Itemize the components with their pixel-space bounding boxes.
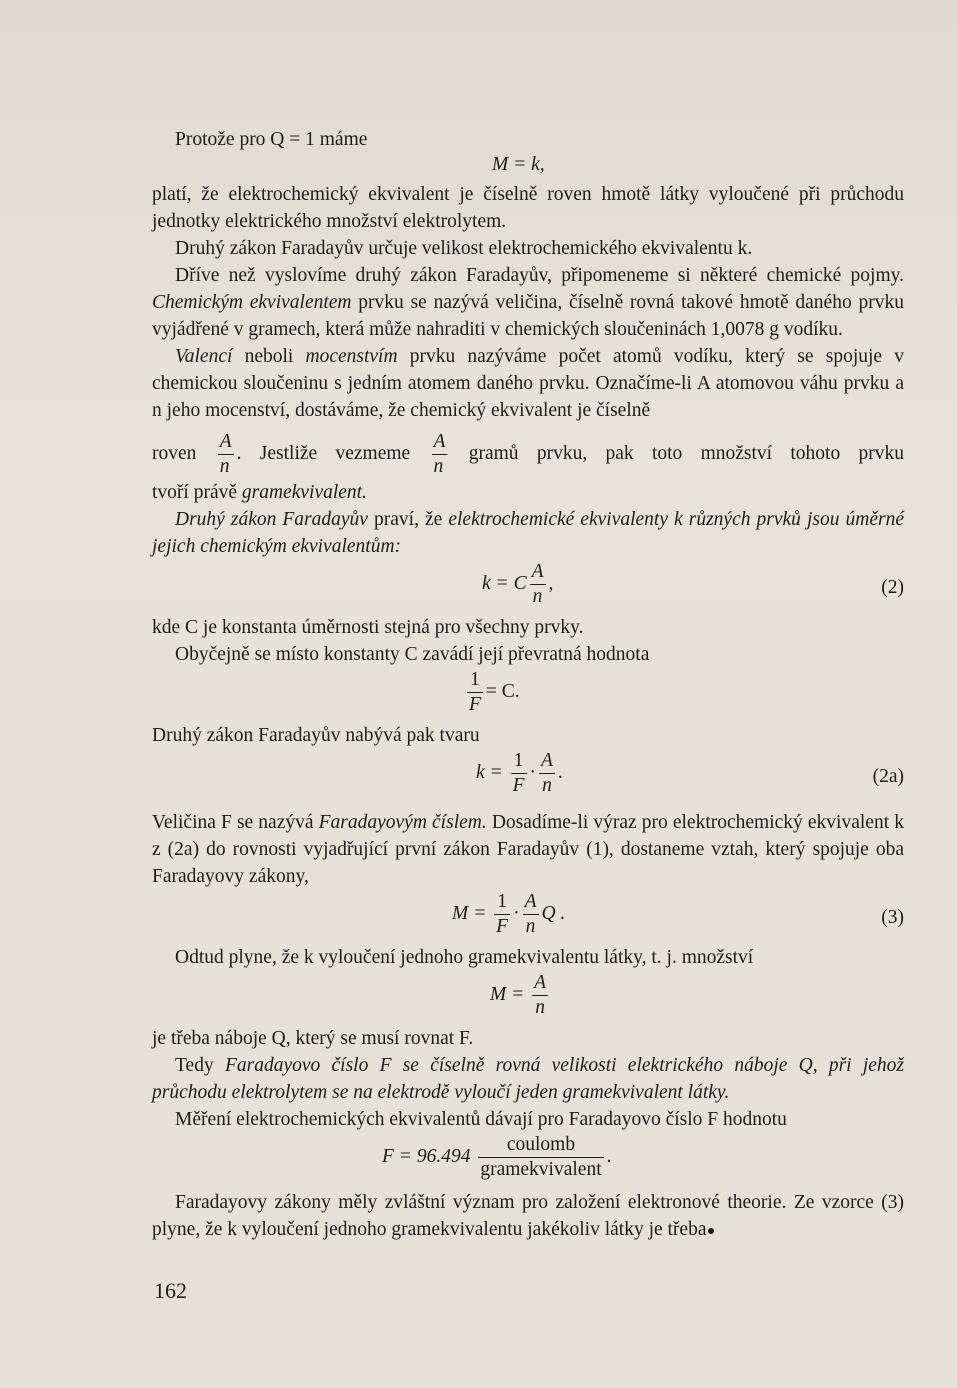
text: roven (152, 442, 197, 464)
equation-body: M = $\frac{A}{n}$ (490, 972, 547, 1018)
equation-body: M = $\frac{1}{F}$ · $\frac{A}{n}$ Q . (452, 891, 566, 937)
equation-m-equals-a-over-n (152, 971, 904, 1025)
paragraph (152, 479, 904, 506)
equation-body: $\frac{1}{F}$ = C. (469, 669, 520, 715)
text: Dříve než vyslovíme druhý zákon Faradayův, připomeneme si některé chemické pojmy. (175, 265, 904, 286)
term-second-law: Druhý zákon Faradayův (175, 509, 368, 530)
equation-number: (2a) (872, 766, 904, 787)
paragraph (152, 1189, 904, 1243)
law-statement: elektrochemické ekvivalenty k různých prvků jsou úměrné jejich chemickým ekvivalentům: (152, 509, 904, 557)
paragraph (152, 1052, 904, 1106)
equation-2 (152, 560, 904, 614)
paragraph (152, 430, 904, 479)
paragraph (152, 809, 904, 890)
faraday-definition: Faradayovo číslo F se číselně rovná velikosti elektrického náboje Q, při jehož průchodu elektrolytem se na elektrodě vyloučí jeden gramekvivalent látky. (152, 1055, 904, 1103)
text: prvku se nazývá veličina, číselně rovná takové hmotě daného prvku vyjádřené v gramech, která může nahraditi v chemických sloučeninách 1,0078 g vodíku. (152, 292, 904, 340)
paragraph: platí, že elektrochemický ekvivalent je číselně roven hmotě látky vyloučené při průchodu jednotky elektrického množství elektrolytem. (152, 184, 904, 232)
bullet-mark (708, 1228, 714, 1234)
paragraph: Měření elektrochemických ekvivalentů dávají pro Faradayovo číslo F hodnotu (175, 1109, 787, 1130)
equation-faraday-value (152, 1133, 904, 1189)
paragraph: Druhý zákon Faradayův určuje velikost elektrochemického ekvivalentu k. (175, 238, 753, 259)
text: Faradayovy zákony měly zvláštní význam pro založení elektronové theorie. Ze vzorce (3) plyne, že k vyloučení jednoho gramekvivalentu jakékoliv látky je třeba (152, 1192, 904, 1240)
equation-text: M = k, (492, 154, 545, 175)
equation-3 (152, 890, 904, 944)
term-chemical-equivalent: Chemickým ekvivalentem (152, 292, 352, 313)
paragraph: Druhý zákon Faradayův nabývá pak tvaru (152, 725, 480, 746)
text: praví, že (367, 509, 449, 530)
equation-body: F = 96.494 $\frac{\text{coulomb}}{\text{gramekvivalent}}$ . (382, 1134, 612, 1180)
paragraph (152, 506, 904, 560)
text: prvku nazýváme počet atomů vodíku, který se spojuje v chemickou sloučeninu s jedním atomem daného prvku. Označíme-li A atomovou váhu prvku a n jeho mocenství, dostáváme, že chemický ekvivalent je číselně (152, 346, 904, 421)
term-faraday-number: Faradayovým číslem. (318, 812, 487, 833)
paragraph: Protože pro Q = 1 máme (175, 129, 368, 150)
equation-body: k = C $\frac{A}{n}$ , (482, 561, 554, 607)
fraction-a-over-n: $\frac{A}{n}$ (433, 431, 446, 477)
equation-number: (3) (881, 907, 904, 928)
equation-body: k = $\frac{1}{F}$ · $\frac{A}{n}$ . (476, 750, 563, 796)
paragraph: Obyčejně se místo konstanty C zavádí její převratná hodnota (175, 644, 650, 665)
paragraph (152, 343, 904, 424)
paragraph (152, 262, 904, 343)
paragraph: kde C je konstanta úměrnosti stejná pro všechny prvky. (152, 617, 584, 638)
text: . Jestliže vezmeme (236, 442, 411, 464)
term-gramekvivalent: gramekvivalent. (241, 482, 367, 503)
paragraph: je třeba náboje Q, který se musí rovnat F. (152, 1028, 474, 1049)
text: tvoří právě (152, 482, 242, 503)
equation-2a (152, 749, 904, 803)
term-mocenstvi: mocenstvím (305, 346, 398, 367)
text: Dosadíme-li výraz pro elektrochemický ekvivalent k z (2a) do rovnosti vyjadřující první zákon Faradayův (1), dostaneme vztah, který spojuje oba Faradayovy zákony, (152, 812, 904, 887)
equation-m-equals-k (152, 153, 904, 181)
text: gramů prvku, pak toto množství tohoto prvku (468, 442, 904, 464)
term-valence: Valencí (175, 346, 233, 367)
paragraph: Odtud plyne, že k vyloučení jednoho gramekvivalentu látky, t. j. množství (175, 947, 754, 968)
fraction-a-over-n: $\frac{A}{n}$ (219, 431, 232, 477)
text: Tedy (175, 1055, 225, 1076)
equation-1-over-f (152, 668, 904, 722)
page-number: 162 (154, 1278, 187, 1303)
text: neboli (232, 346, 306, 367)
equation-number: (2) (881, 577, 904, 598)
text: Veličina F se nazývá (152, 812, 319, 833)
page-body (152, 126, 904, 1243)
